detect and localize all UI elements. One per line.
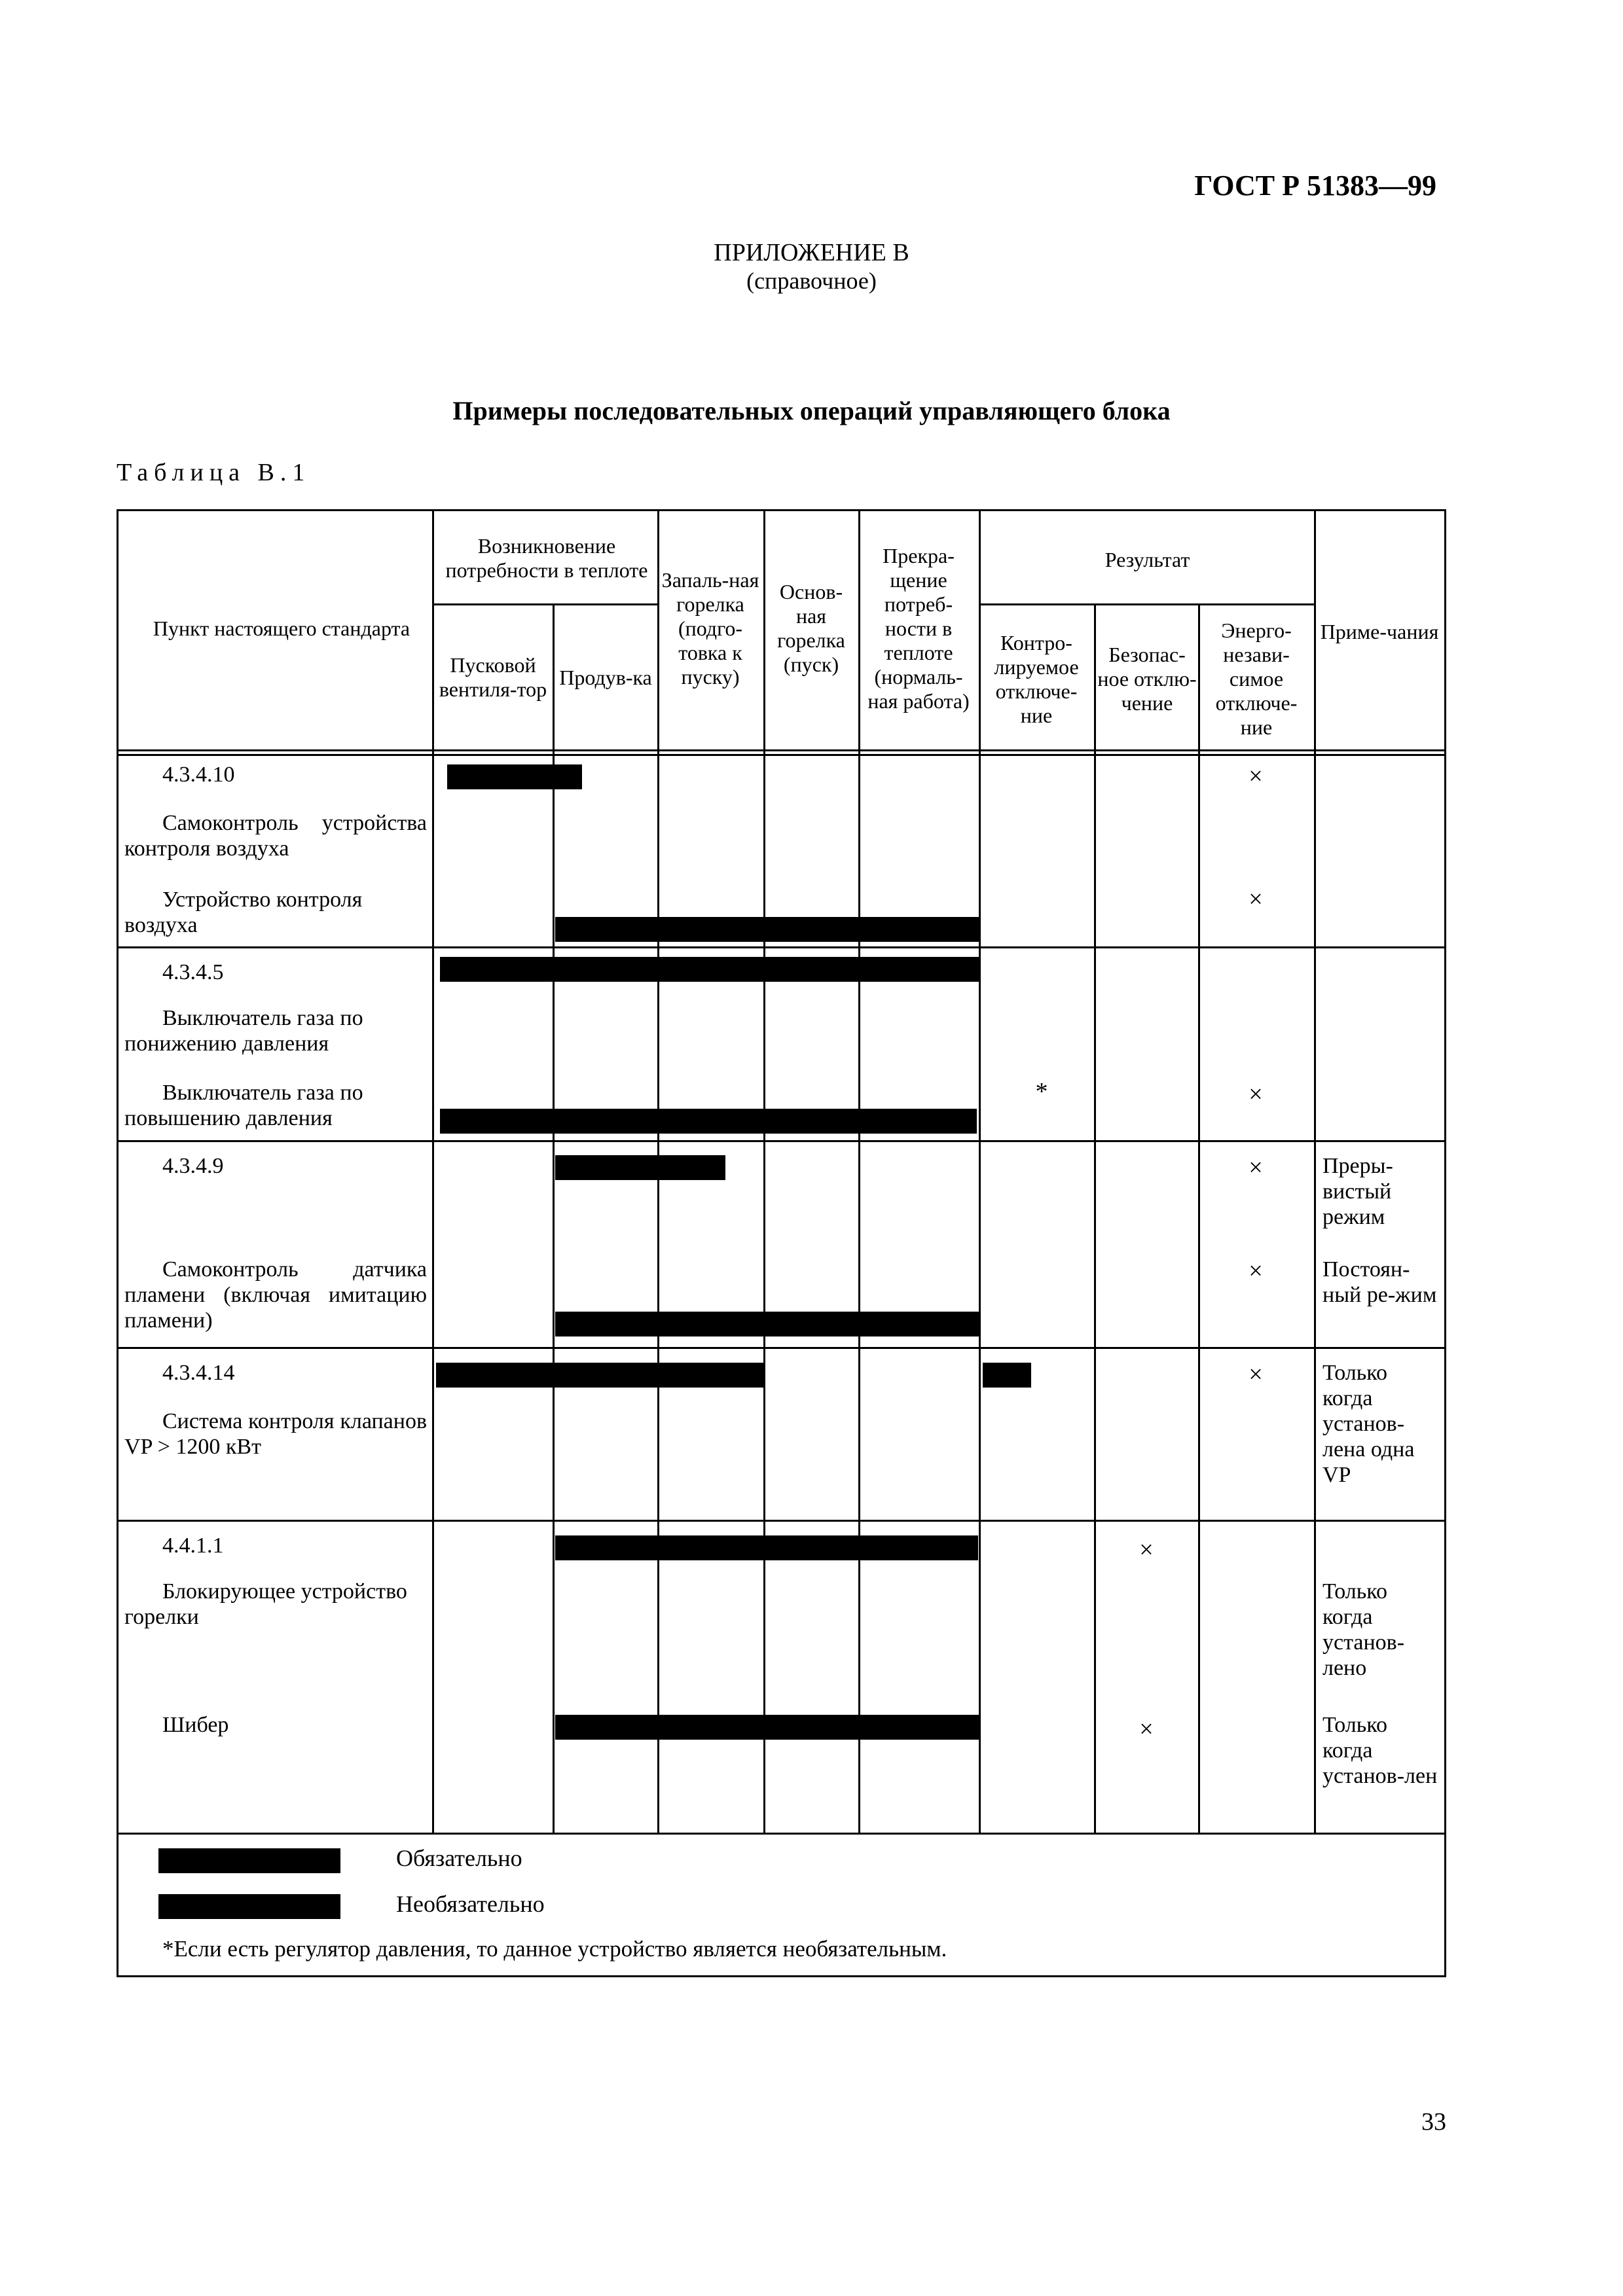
- row-separator: [117, 946, 1446, 948]
- legend-mandatory-swatch: [158, 1848, 340, 1873]
- row-note: Только когда установ-лена одна VP: [1322, 1361, 1415, 1487]
- row-label: Самоконтроль устройства контроля воздуха: [124, 811, 427, 861]
- header-heat-demand: Возникновение потребности в теплоте: [445, 533, 648, 582]
- header-bottom-line: [117, 749, 1446, 751]
- asterisk-mark: *: [1035, 1078, 1048, 1105]
- mandatory-bar: [555, 1715, 979, 1740]
- mandatory-bar: [447, 764, 582, 789]
- cross-mark: ×: [1249, 1257, 1263, 1285]
- mandatory-bar: [555, 1312, 979, 1336]
- page-number: 33: [1421, 2108, 1446, 2136]
- row-separator: [117, 1140, 1446, 1142]
- mandatory-bar: [983, 1363, 1031, 1388]
- mandatory-bar: [555, 1155, 725, 1180]
- appendix-title: ПРИЛОЖЕНИЕ В: [714, 239, 909, 266]
- legend-footnote: *Если есть регулятор давления, то данное устройство является необязательным.: [162, 1936, 947, 1962]
- section-title: Примеры последовательных операций управляющего блока: [452, 396, 1171, 425]
- cross-mark: ×: [1249, 886, 1263, 913]
- legend-optional-label: Необязательно: [396, 1891, 545, 1917]
- row-label: Выключатель газа по понижению давления: [124, 1006, 363, 1056]
- cross-mark: ×: [1249, 1361, 1263, 1388]
- header-clause: Пункт настоящего стандарта: [153, 616, 410, 640]
- mandatory-bar: [436, 1363, 765, 1388]
- row-label: Выключатель газа по повышению давления: [124, 1081, 363, 1130]
- mandatory-bar: [555, 1535, 978, 1560]
- column-line: [432, 509, 434, 1835]
- legend-mandatory-label: Обязательно: [396, 1845, 522, 1871]
- header-start-fan: Пусковой вентиля-тор: [439, 653, 547, 701]
- column-line: [1314, 509, 1316, 1835]
- header-line: [432, 603, 659, 605]
- row-note: Постоян-ный ре-жим: [1322, 1257, 1437, 1307]
- cross-mark: ×: [1249, 762, 1263, 790]
- cross-mark: ×: [1139, 1715, 1154, 1743]
- row-label: Устройство контроля воздуха: [124, 888, 363, 937]
- mandatory-bar: [440, 1109, 977, 1134]
- row-separator: [117, 1347, 1446, 1349]
- table-border: [1444, 509, 1446, 1977]
- header-pilot: Запаль-ная горелка (подго-товка к пуску): [661, 567, 759, 689]
- row-label: Система контроля клапанов VP > 1200 кВт: [124, 1409, 427, 1459]
- row-label: Шибер: [162, 1713, 229, 1737]
- header-main: Основ-ная горелка (пуск): [777, 580, 845, 676]
- table-border: [117, 1975, 1446, 1977]
- cross-mark: ×: [1249, 1081, 1263, 1108]
- appendix-note: (справочное): [746, 268, 877, 294]
- cross-mark: ×: [1249, 1154, 1263, 1181]
- header-stop: Прекра-щение потреб-ности в теплоте (нормаль-ная работа): [867, 543, 970, 713]
- row-label: Самоконтроль датчика пламени (включая имитацию пламени): [124, 1257, 427, 1333]
- row-clause: 4.3.4.5: [162, 960, 224, 984]
- header-bottom-line: [117, 754, 1446, 756]
- column-line: [763, 509, 765, 1835]
- column-line: [1094, 603, 1096, 1835]
- header-line: [979, 603, 1316, 605]
- table-caption: Таблица В.1: [117, 459, 311, 486]
- column-line: [1198, 603, 1200, 1835]
- row-clause: 4.3.4.10: [162, 762, 235, 787]
- table-border: [117, 509, 1446, 511]
- header-nonvolatile: Энерго-незави-симое отключе-ние: [1215, 619, 1298, 739]
- row-note: Преры-вистый режим: [1322, 1154, 1393, 1229]
- mandatory-bar: [440, 957, 979, 982]
- row-separator: [117, 1520, 1446, 1522]
- legend-optional-swatch: [158, 1894, 340, 1919]
- header-notes: Приме-чания: [1320, 619, 1439, 643]
- table-border: [117, 509, 119, 1977]
- header-purge: Продув-ка: [559, 665, 652, 689]
- header-result: Результат: [1104, 547, 1190, 571]
- row-label: Блокирующее устройство горелки: [124, 1579, 407, 1629]
- header-safety: Безопас-ное отклю-чение: [1097, 643, 1197, 715]
- cross-mark: ×: [1139, 1536, 1154, 1564]
- row-separator: [117, 1833, 1446, 1835]
- row-clause: 4.4.1.1: [162, 1534, 224, 1558]
- document-code: ГОСТ Р 51383—99: [1194, 170, 1436, 202]
- row-clause: 4.3.4.14: [162, 1361, 235, 1385]
- row-clause: 4.3.4.9: [162, 1154, 224, 1178]
- row-note: Только когда установ-лен: [1322, 1713, 1438, 1788]
- mandatory-bar: [555, 917, 979, 942]
- header-controlled: Контро-лируемое отключе-ние: [994, 630, 1079, 727]
- row-note: Только когда установ-лено: [1322, 1579, 1405, 1680]
